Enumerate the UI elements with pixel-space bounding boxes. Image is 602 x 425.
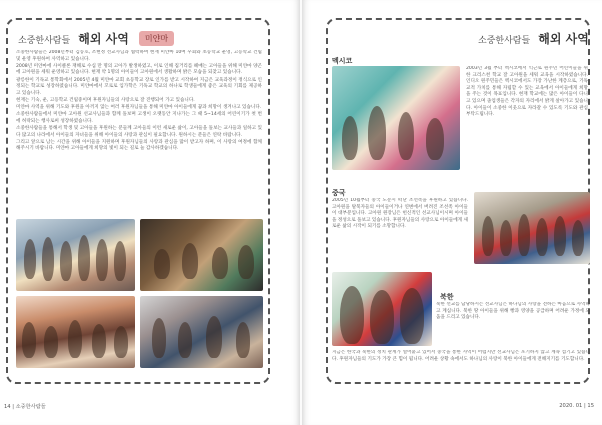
children-gathering-photo bbox=[16, 296, 135, 368]
overseas-panel bbox=[326, 18, 590, 384]
north-korea-text: 북한 선교를 담당하시는 선교사님은 하나님의 사랑을 전하는 마음으로 사역하고 계십니다. 북한 땅 아이들을 위해 빵과 영양을 공급하며 어려운 가정에 도움을 드리고 있습니다. bbox=[436, 302, 590, 321]
paragraph: 광릉한이 기독교 통학회에서 2005년 4월 미얀마 교회 초등학교 장로 인가를 받고 시작하여 지금은 교육과정이 정식으로 인정되는 학교로 성장하였습니다. 미얀마에서 꼬로로 입가학은 기독교 학교의 하나로 학생들에게 좋은 교육의 기회를 제공하고 있습니다. bbox=[16, 77, 262, 96]
left-page-footer: 14 | 소중한사람들 bbox=[4, 404, 46, 410]
section-title-north-korea: 북한 bbox=[440, 293, 454, 301]
org-name: 소중한사람들 bbox=[478, 36, 531, 46]
section-title-china: 중국 bbox=[332, 189, 346, 197]
classroom-photo bbox=[140, 219, 263, 291]
section-title: 해외 사역 bbox=[538, 32, 589, 46]
left-page bbox=[0, 0, 300, 425]
paragraph: 그리고 앞으로 남는 시간을 위해 아이들을 지원하며 후원자님들의 사랑과 관심을 많이 받고자 하며, 이 사랑의 여정에 함께해주시기 바랍니다. 미얀마 고아들에게 희망의 빛이 되는 길로 늘 감사하겠습니다. bbox=[16, 139, 262, 152]
right-page bbox=[302, 0, 602, 425]
group-photo-children bbox=[16, 219, 135, 291]
myanmar-panel bbox=[6, 18, 270, 384]
left-page-header bbox=[18, 28, 174, 47]
paragraph: 현재는 기숙, 운, 고등학교 건립중이며 후원자님들의 사랑으로 잘 진행되어 가고 있습니다. bbox=[16, 97, 195, 103]
paragraph: 미얀마 사역을 위해 기도와 후원을 아끼지 않는 여러 후원자님들을 통해 미얀마 아이들에게 꿈과 희망이 생겨나고 있습니다. bbox=[16, 105, 262, 111]
volunteer-photo bbox=[140, 296, 263, 368]
mexico-text: 2003년 3월 부터 멕시코에서 익근로 원주민 어린이들을 위한 크리스천 학교 잘 고아원을 세워 교육을 시작하였습니다. 인디오 원주민들은 멕시코에서도 가장 가난한 계층으로, 기독교적 가치를 통해 자립할 수 있는 교육에서 아이들에게 희망을 주는 것이 목표입니다. 현재 학교에는 많은 아이들이 다니고 있으며 졸업생들은 각자의 자리에서 밝게 살아가고 있습니다. 아이들이 소중한 이웃으로 자라갈 수 있도록 기도와 관심 부탁드립니다. bbox=[466, 66, 588, 118]
paragraph: 소중한사람들을 통해서 학생 및 고아들을 후원하는 분들께 고아들의 이런 새로운 삶이, 고아들을 돌보는 교사들과 일하고 있다 많고의 나라에서 아이들의 자녀들을 위해 아이들의 사랑과 관심이 필요합니다. 원하시는 분들은 연락 바랍니다. bbox=[16, 126, 262, 138]
right-page-footer: 2020. 01 | 15 bbox=[559, 403, 594, 409]
china-photo bbox=[474, 192, 590, 264]
paragraph: 2008년 미얀마에 사이클론 재해로 수십 만 명의 고아가 발생하였고, 이로 인해 집거리를 헤매는 고아들을 위해 미얀마 양곤에 고아원을 세워 운영하고 있습니다. 현재 약 1명의 아이들이 고아원에서 생활하며 밝은 모습을 되찾고 있습니다. bbox=[16, 63, 262, 76]
paragraph: 소중한사람들은 2008년부터 김동호, 조현정 선교사님과 협력하여 현재 미얀마 10여 우회와 초등학교 운영, 고등학교 건립 및 운영 후원하여 사역하고 있습니다. bbox=[16, 50, 262, 62]
myanmar-article-text bbox=[16, 50, 262, 210]
section-title-mexico: 멕시코 bbox=[332, 57, 353, 65]
china-text: 2005년 10월부터 중국 도문시 떠난 조선족을 후원하고 있습니다. 고아원을 탈북자들의 아이들이거나 연변에서 버려진 조선족 아이들이 대부분입니다. 고아원 원장님은 헌신적인 선교사님이시며 아이들을 정성으로 돌보고 있습니다. 후원자님들의 사랑으로 아이들에게 새로운 삶의 시작이 되기를 소망합니다. bbox=[332, 198, 468, 230]
closing-text: 지금은 한국과 북한의 정치 관계가 얼어붙고 있어서 중국을 통한 사역이 어렵지만 선교사님은 포기하지 않고 계속 섬기고 있습니다. 후원자님들의 기도가 가장 큰 힘이 됩니다. 어려운 상황 속에서도 하나님의 사랑이 북한 아이들에게 전해지기를 기도합니다. bbox=[332, 350, 590, 362]
north-korea-photo bbox=[332, 272, 432, 346]
country-badge: 미얀마 bbox=[139, 31, 174, 46]
right-page-header bbox=[478, 28, 589, 47]
org-name: 소중한사람들 bbox=[18, 36, 71, 46]
paragraph: 소중한사람들에서 미얀마 고아원 선교사님들과 함께 돌보며 고생이 오랫동안 지나가는 그 때 5~14세의 어린이기가 첫 번에 허락되는 행사로써 성장하였습니다. bbox=[16, 112, 262, 124]
section-title: 해외 사역 bbox=[78, 32, 129, 46]
mexico-photo bbox=[332, 66, 460, 170]
